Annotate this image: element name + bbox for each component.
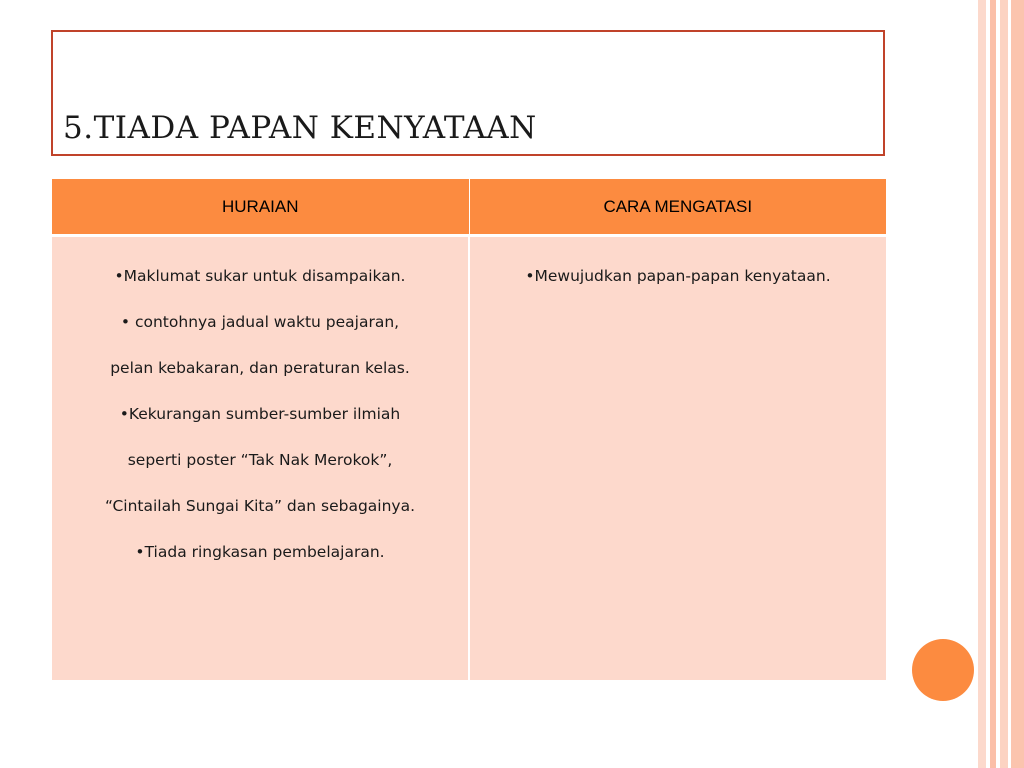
huraian-line: pelan kebakaran, dan peraturan kelas. xyxy=(110,359,410,377)
table-row xyxy=(52,236,886,681)
huraian-line: •Tiada ringkasan pembelajaran. xyxy=(135,543,385,561)
decor-stripe xyxy=(1000,0,1008,768)
cell-huraian xyxy=(52,236,469,681)
huraian-line: • contohnya jadual waktu peajaran, xyxy=(120,313,400,331)
slide-title: 5.TIADA PAPAN KENYATAAN xyxy=(63,110,537,146)
table-header-row xyxy=(52,179,886,236)
huraian-line: •Kekurangan sumber-sumber ilmiah xyxy=(119,405,401,423)
cara-mengatasi-line: •Mewujudkan papan-papan kenyataan. xyxy=(525,267,831,285)
slide-title-box xyxy=(51,30,885,156)
huraian-line: “Cintailah Sungai Kita” dan sebagainya. xyxy=(104,497,416,515)
huraian-line: seperti poster “Tak Nak Merokok”, xyxy=(127,451,393,469)
content-table xyxy=(52,179,886,680)
header-huraian: HURAIAN xyxy=(52,179,469,236)
cell-cara-mengatasi xyxy=(469,236,886,681)
huraian-line: •Maklumat sukar untuk disampaikan. xyxy=(114,267,406,285)
header-cara-mengatasi: CARA MENGATASI xyxy=(469,179,886,236)
decor-circle xyxy=(912,639,974,701)
decor-stripe xyxy=(978,0,986,768)
decor-stripe xyxy=(1011,0,1024,768)
